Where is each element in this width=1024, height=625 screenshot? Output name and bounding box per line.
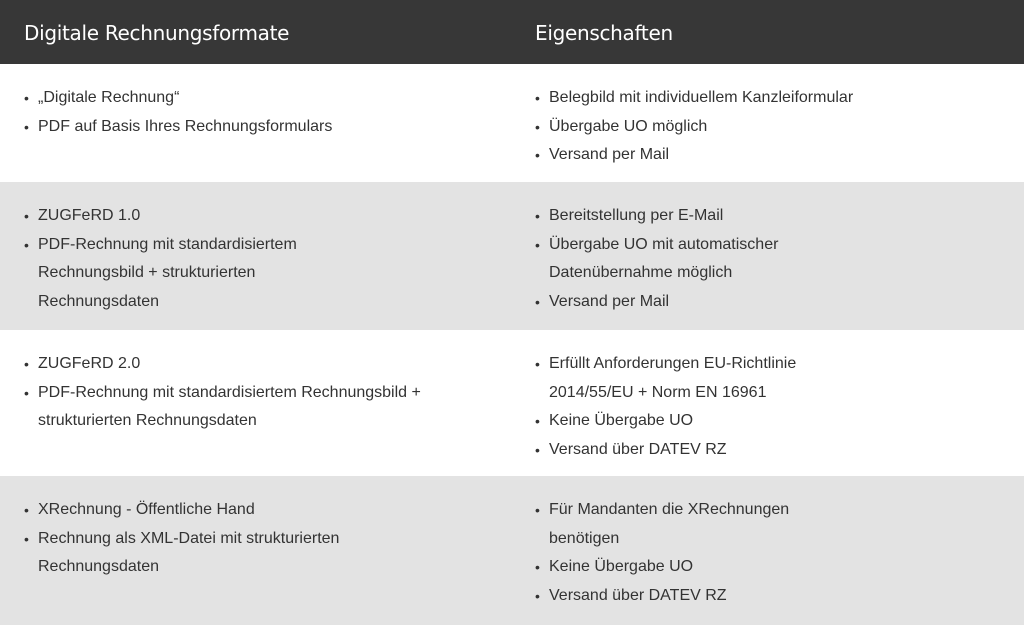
list-item: • Versand per Mail bbox=[535, 141, 1005, 170]
list-item: • Keine Übergabe UO bbox=[535, 407, 835, 436]
bullet-icon: • bbox=[535, 441, 540, 458]
formats-cell bbox=[24, 84, 484, 141]
list-item: • ZUGFeRD 1.0 bbox=[24, 202, 334, 231]
list-item: • Versand über DATEV RZ bbox=[535, 436, 835, 465]
formats-cell bbox=[24, 496, 384, 582]
list-item: • Rechnung als XML-Datei mit strukturierten Rechnungsdaten bbox=[24, 525, 384, 582]
list-item: • Versand per Mail bbox=[535, 288, 825, 317]
table-header bbox=[0, 0, 1024, 64]
list-item: • Übergabe UO mit automatischer Datenübernahme möglich bbox=[535, 231, 825, 288]
bullet-icon: • bbox=[24, 208, 29, 224]
bullet-icon: • bbox=[535, 502, 540, 518]
list-item: • Bereitstellung per E-Mail bbox=[535, 202, 825, 231]
bullet-icon: • bbox=[535, 413, 540, 430]
list-item: • Belegbild mit individuellem Kanzleiformular bbox=[535, 84, 1005, 113]
bullet-icon: • bbox=[535, 236, 540, 253]
formats-cell bbox=[24, 350, 444, 436]
bullet-icon: • bbox=[24, 236, 29, 253]
bullet-icon: • bbox=[535, 90, 540, 106]
bullet-icon: • bbox=[535, 118, 540, 135]
bullet-icon: • bbox=[535, 559, 540, 576]
bullet-icon: • bbox=[24, 384, 29, 401]
list-item: • Übergabe UO möglich bbox=[535, 113, 1005, 142]
header-properties: Eigenschaften bbox=[535, 21, 673, 45]
properties-cell bbox=[535, 496, 825, 610]
header-formats: Digitale Rechnungsformate bbox=[24, 21, 290, 45]
properties-cell bbox=[535, 202, 825, 316]
properties-cell bbox=[535, 350, 835, 464]
list-item: • Für Mandanten die XRechnungen benötigen bbox=[535, 496, 825, 553]
bullet-icon: • bbox=[535, 293, 540, 310]
bullet-icon: • bbox=[535, 587, 540, 604]
properties-cell bbox=[535, 84, 1005, 170]
table-row bbox=[0, 64, 1024, 182]
bullet-icon: • bbox=[24, 356, 29, 372]
bullet-icon: • bbox=[24, 530, 29, 547]
bullet-icon: • bbox=[24, 118, 29, 135]
bullet-icon: • bbox=[24, 502, 29, 518]
bullet-icon: • bbox=[24, 90, 29, 106]
list-item: • Versand über DATEV RZ bbox=[535, 582, 825, 611]
table-row bbox=[0, 182, 1024, 330]
formats-cell bbox=[24, 202, 334, 316]
table-row bbox=[0, 476, 1024, 625]
bullet-icon: • bbox=[535, 147, 540, 164]
table-row bbox=[0, 330, 1024, 476]
list-item: • XRechnung - Öffentliche Hand bbox=[24, 496, 384, 525]
list-item: • Keine Übergabe UO bbox=[535, 553, 825, 582]
list-item: • PDF-Rechnung mit standardisiertem Rechnungsbild + strukturierten Rechnungsdaten bbox=[24, 231, 334, 317]
list-item: • „Digitale Rechnung“ bbox=[24, 84, 484, 113]
list-item: • ZUGFeRD 2.0 bbox=[24, 350, 444, 379]
bullet-icon: • bbox=[535, 356, 540, 372]
list-item: • PDF auf Basis Ihres Rechnungsformulars bbox=[24, 113, 484, 142]
list-item: • Erfüllt Anforderungen EU-Richtlinie 2014/55/EU + Norm EN 16961 bbox=[535, 350, 835, 407]
list-item: • PDF-Rechnung mit standardisiertem Rechnungsbild + strukturierten Rechnungsdaten bbox=[24, 379, 444, 436]
bullet-icon: • bbox=[535, 208, 540, 224]
